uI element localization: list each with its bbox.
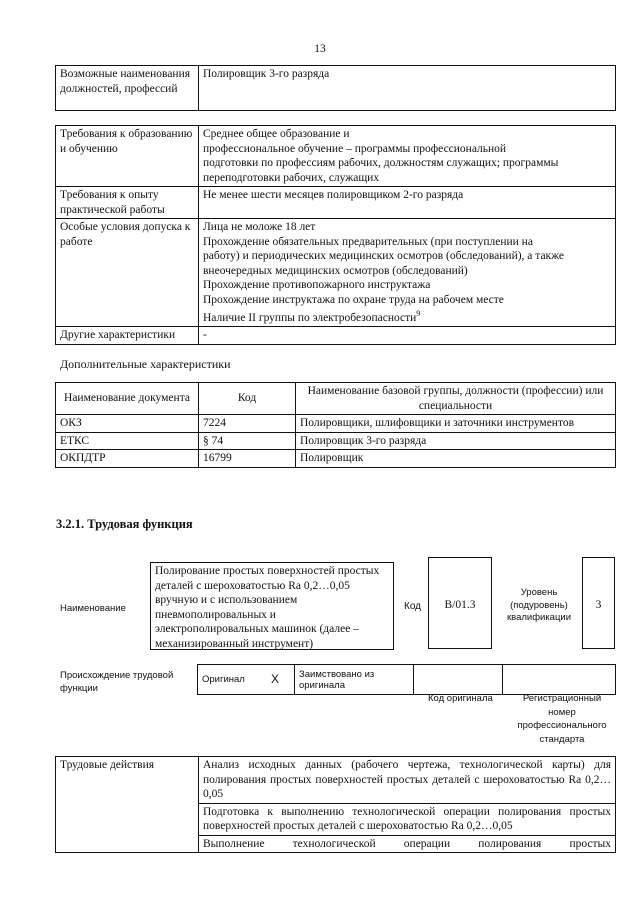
qualification-level-value: 3 <box>582 557 615 649</box>
table-row <box>56 757 616 804</box>
header-code: Код <box>199 383 296 415</box>
table-cell: ЕТКС <box>56 432 199 450</box>
labor-actions-label: Трудовые действия <box>56 757 199 853</box>
conditions-value: Лица не моложе 18 лет Прохождение обязательных предварительных (при поступлении на работу) и периодических медицинских осмотров (обследований), а также внеочередных медицинских осмотров (обследований) Прохождение противопожарного инструктажа Прохождение инструктажа по охране труда на рабочем месте Наличие II группы по электробезопасности$^9$ <box>199 219 616 327</box>
origin-label: Происхождение трудовой функции <box>60 670 174 694</box>
table-cell: ОКЗ <box>56 415 199 433</box>
table-cell: ОКПДТР <box>56 450 199 468</box>
labor-action-item: Подготовка к выполнению технологической операции полирования простых поверхностей простых деталей с шероховатостью Ra 0,2…0,05 <box>199 803 616 835</box>
education-value: Среднее общее образование и профессиональное обучение – программы профессиональной подготовки по профессиям рабочих, должностям служащих; программы переподготовки рабочих, служащих <box>199 126 616 187</box>
function-code-label: Код <box>404 601 422 612</box>
header-group: Наименование базовой группы, должности (профессии) или специальности <box>296 383 616 415</box>
section-title: 3.2.1. Трудовая функция <box>56 517 193 531</box>
registration-number-cell <box>503 665 616 695</box>
conditions-label: Особые условия допуска к работе <box>56 219 199 327</box>
requirements-row-conditions <box>56 219 616 327</box>
original-code-cell <box>414 665 503 695</box>
table-row <box>56 450 616 468</box>
possible-titles-value: Полировщик 3-го разряда <box>199 66 616 111</box>
table-cell: Полировщики, шлифовщики и заточники инструментов <box>296 415 616 433</box>
additional-title: Дополнительные характеристики <box>60 357 231 371</box>
footnote-mark: 9 <box>416 309 421 318</box>
table-cell: Полировщик 3-го разряда <box>296 432 616 450</box>
qualification-level-label: Уровень (подуровень) квалификации <box>506 587 572 623</box>
possible-titles-table <box>55 65 616 111</box>
possible-titles-label: Возможные наименования должностей, профессий <box>56 66 199 111</box>
requirements-row-other <box>56 327 616 345</box>
other-value: - <box>199 327 616 345</box>
page-number: 13 <box>314 43 326 55</box>
original-label: Оригинал <box>198 665 257 695</box>
caption-registration-number: Регистрационный номер профессионального стандарта <box>517 693 607 745</box>
function-code-value: B/01.3 <box>428 557 492 649</box>
table-cell: 7224 <box>199 415 296 433</box>
requirements-row-education <box>56 126 616 187</box>
experience-value: Не менее шести месяцев полировщиком 2-го разряда <box>199 187 616 219</box>
header-document: Наименование документа <box>56 383 199 415</box>
table-cell: § 74 <box>199 432 296 450</box>
table-row <box>56 415 616 433</box>
borrowed-label: Заимствовано из оригинала <box>295 665 414 695</box>
requirements-table <box>55 125 616 345</box>
education-label: Требования к образованию и обучению <box>56 126 199 187</box>
caption-original-code: Код оригинала <box>428 693 493 704</box>
experience-label: Требования к опыту практической работы <box>56 187 199 219</box>
original-mark: X <box>256 665 295 695</box>
function-name-value: Полирование простых поверхностей простых деталей с шероховатостью Ra 0,2…0,05 вручную и с использованием пневмополировальных и электрополировальных машинок (далее – механизированный инструмент) <box>150 562 394 650</box>
requirements-row-experience <box>56 187 616 219</box>
additional-table <box>55 382 616 468</box>
table-cell: 16799 <box>199 450 296 468</box>
additional-header-row <box>56 383 616 415</box>
table-cell: Полировщик <box>296 450 616 468</box>
labor-actions-table <box>55 756 616 853</box>
other-label: Другие характеристики <box>56 327 199 345</box>
labor-action-item: Анализ исходных данных (рабочего чертежа, технологической карты) для полирования простых поверхностей простых деталей с шероховатостью Ra 0,2…0,05 <box>199 757 616 804</box>
table-row <box>56 432 616 450</box>
labor-action-item: Выполнение технологической операции полирования простых <box>199 835 616 852</box>
function-name-label: Наименование <box>60 603 126 614</box>
origin-table <box>197 664 616 695</box>
